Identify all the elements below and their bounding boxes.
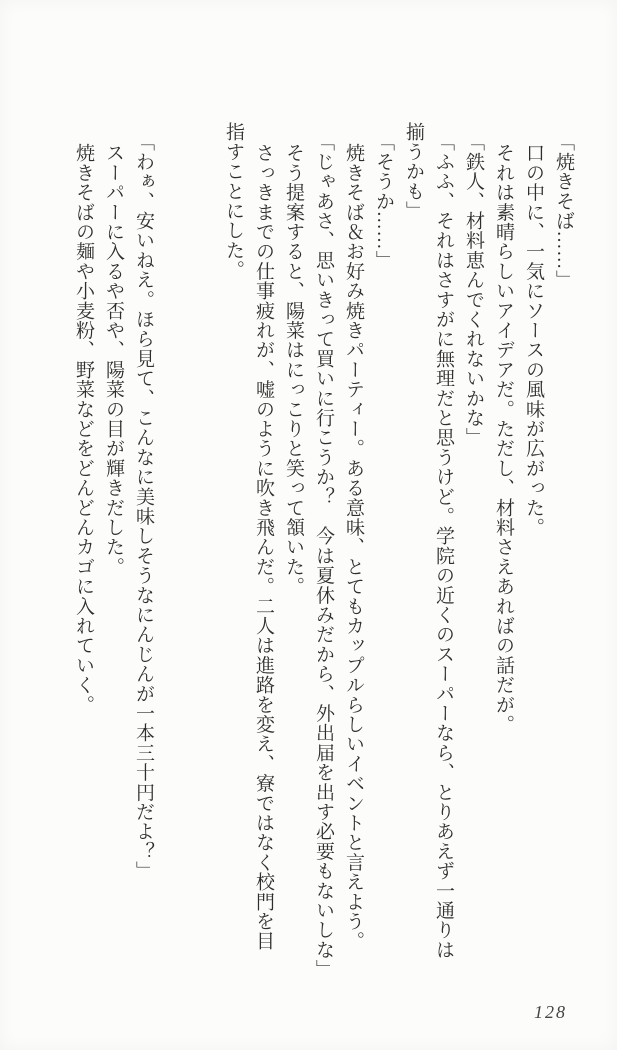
text-column: 「ふふ、それはさすがに無理だと思うけど。学院の近くのスーパーなら、とりあえず一通りは xyxy=(433,132,454,960)
text-column: 「鉄人、材料恵んでくれないかな」 xyxy=(463,132,484,448)
text-column: さっきまでの仕事疲れが、嘘のように吹き飛んだ。二人は進路を変え、寮ではなく校門を目 xyxy=(253,143,274,951)
text-column: 指すことにした。 xyxy=(223,122,244,280)
text-column: 「じゃあさ、思いきって買いに行こうか？ 今は夏休みだから、外出届を出す必要もないしな」 xyxy=(313,132,334,980)
text-column: 揃うかも」 xyxy=(403,122,424,221)
text-column: 「そうか……」 xyxy=(373,132,394,270)
text-column: それは素晴らしいアイデアだ。ただし、材料さえあればの話だが。 xyxy=(493,143,514,734)
text-column: 「焼きそば……」 xyxy=(553,132,574,290)
blank-column xyxy=(188,122,218,982)
blank-column xyxy=(158,122,188,982)
text-column: スーパーに入るや否や、陽菜の目が輝きだした。 xyxy=(103,143,124,577)
text-block xyxy=(68,122,578,982)
text-column: 口の中に、一気にソースの風味が広がった。 xyxy=(523,143,544,537)
text-column: 「わぁ、安いねえ。ほら見て、こんなに美味しそうなにんじんが一本三十円だよ？」 xyxy=(133,132,154,881)
text-column: 焼きそば＆お好み焼きパーティー。ある意味、とてもカップルらしいイベントと言えよう。 xyxy=(343,143,364,951)
text-column: そう提案すると、陽菜はにっこりと笑って頷いた。 xyxy=(283,143,304,597)
text-column: 焼きそばの麺や小麦粉、野菜などをどんどんカゴに入れていく。 xyxy=(73,143,94,715)
page-number: 128 xyxy=(534,1002,567,1022)
